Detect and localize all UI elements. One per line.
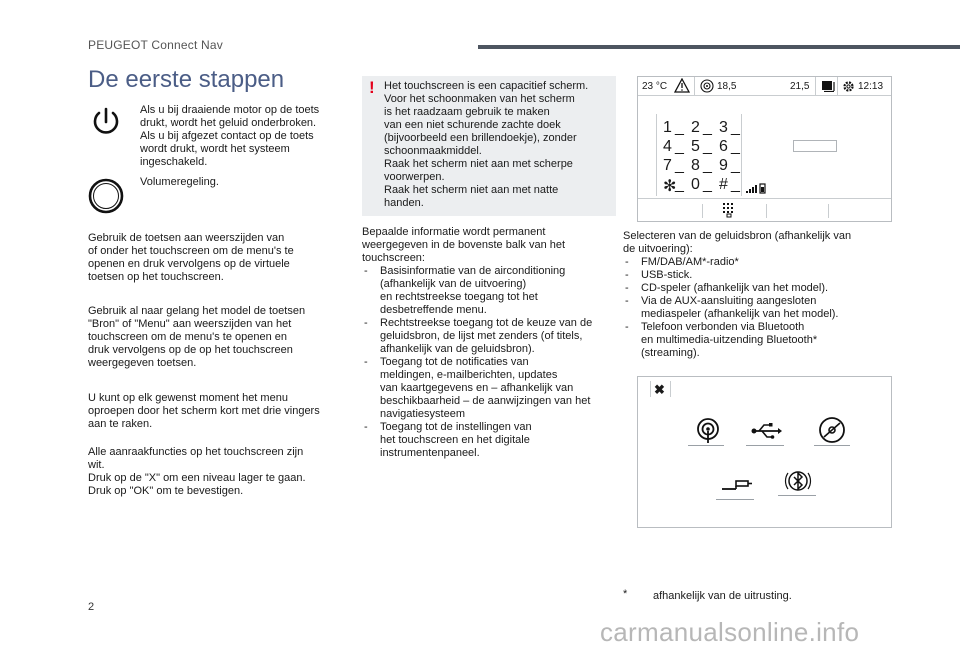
list-item: - USB-stick. [623, 269, 893, 282]
list-item: - Via de AUX-aansluiting aangesloten mediaspeler (afhankelijk van het model). [623, 295, 893, 321]
aux-icon[interactable] [718, 467, 754, 503]
key-8[interactable]: 8 [691, 157, 700, 174]
list-item: - Telefoon verbonden via Bluetooth en multimedia-uitzending Bluetooth* (streaming). [623, 321, 893, 360]
power-button-description: Als u bij draaiende motor op de toets drukt, wordt het geluid onderbroken. Als u bij afgezet contact op de toets wordt drukt, wordt het systeem ingeschakeld. [140, 104, 320, 168]
key-1[interactable]: 1 [663, 119, 672, 136]
paragraph-touchscreen-keys: Gebruik de toetsen aan weerszijden van of onder het touchscreen om de menu's te openen en druk vervolgens op de virtuele toetsen op het touchscreen. [88, 232, 294, 283]
touchscreen-illustration-phone [637, 76, 892, 222]
touchscreen-status-bar [638, 77, 891, 96]
key-4[interactable]: 4 [663, 138, 672, 155]
footnote-text: afhankelijk van de uitrusting. [653, 590, 792, 602]
touchscreen-bottom-bar [638, 198, 891, 221]
temperature-left: 23 °C [642, 81, 668, 92]
bluetooth-icon[interactable] [780, 463, 816, 499]
cd-icon[interactable] [814, 413, 850, 449]
status-divider [837, 77, 838, 95]
key-star[interactable]: ✻ [663, 178, 677, 195]
clock: 12:13 [858, 81, 884, 92]
keypad-row: 7 _ 8 _ 9 _ [663, 157, 740, 174]
key-7[interactable]: 7 [663, 157, 672, 174]
key-hash[interactable]: # [719, 176, 728, 193]
power-icon [88, 104, 124, 140]
key-3[interactable]: 3 [719, 119, 728, 136]
keypad-row: ✻ _ 0 _ # _ [663, 176, 740, 195]
keypad-row: 1 _ 2 _ 3 _ [663, 119, 740, 136]
page-number: 2 [88, 601, 95, 613]
list-item: - Toegang tot de instellingen van het touchscreen en het digitale instrumentenpaneel. [362, 421, 618, 460]
value-left: 18,5 [717, 81, 737, 92]
header-label: PEUGEOT Connect Nav [88, 38, 223, 52]
list-item: - CD-speler (afhankelijk van het model). [623, 282, 893, 295]
key-6[interactable]: 6 [719, 138, 728, 155]
page-title: De eerste stappen [88, 66, 285, 93]
footnote-asterisk: * [623, 588, 628, 600]
list-item: - Toegang tot de notificaties van meldingen, e-mailberichten, updates van kaartgegevens en – afhankelijk van beschikbaarheid – de aanwijzingen van het navigatiesysteem [362, 356, 618, 421]
volume-knob-icon [88, 178, 124, 214]
settings-gear-icon [842, 80, 855, 96]
audio-source-section: Selecteren van de geluidsbron (afhankelijk van de uitvoering): - FM/DAB/AM*-radio* - USB-stick. - CD-speler (afhankelijk van het model). - Via de AUX-aansluiting aangesloten mediaspeler (afhankelijk van het model). - Telefoon verbonden via Bluetooth en multimedia-uitzending Bluetooth* (streaming). [623, 230, 893, 360]
paragraph-three-fingers: U kunt op elk gewenst moment het menu oproepen door het scherm kort met drie vingers aan te raken. [88, 392, 320, 430]
warning-triangle-icon [674, 78, 690, 96]
radio-icon[interactable] [690, 413, 726, 449]
key-2[interactable]: 2 [691, 119, 700, 136]
dialpad-icon[interactable] [722, 202, 736, 223]
value-right: 21,5 [790, 81, 810, 92]
header-divider-bar [478, 45, 960, 49]
notification-icon [821, 80, 835, 95]
keypad-row: 4 _ 5 _ 6 _ [663, 138, 740, 155]
power-button-row [88, 104, 350, 168]
paragraph-bron-menu: Gebruik al naar gelang het model de toetsen "Bron" of "Menu" aan weerszijden van het touchscreen om de menu's te openen en druk vervolgens op de op het touchscreen weergegeven toetsen. [88, 305, 306, 369]
number-input-field[interactable] [793, 140, 837, 152]
status-bar-info-section: Bepaalde informatie wordt permanent weergegeven in de bovenste balk van het touchscreen: - Basisinformatie van de airconditioning (afhankelijk van de uitvoering) en rechtstreekse toegang tot het desbetreffende menu. - Rechtstreekse toegang tot de keuze van de geluidsbron, de lijst met zenders (of titels, afhankelijk van de geluidsbron). - Toegang tot de notificaties van meldingen, e-mailberichten, updates van kaartgegevens en – afhankelijk van beschikbaarheid – de aanwijzingen van het navigatiesysteem - Toegang tot de instellingen van het touchscreen en het digitale instrumentenpaneel. [362, 226, 618, 460]
volume-row [88, 176, 350, 220]
list-item: - FM/DAB/AM*-radio* [623, 256, 893, 269]
volume-description: Volumeregeling. [140, 176, 219, 188]
list-item: - Rechtstreekse toegang tot de keuze van de geluidsbron, de lijst met zenders (of titels, afhankelijk van de geluidsbron). [362, 317, 618, 356]
status-divider [694, 77, 695, 95]
list-item: - Basisinformatie van de airconditioning (afhankelijk van de uitvoering) en rechtstreekse toegang tot het desbetreffende menu. [362, 265, 618, 317]
close-icon[interactable]: ✖ [654, 382, 665, 397]
status-bar-info-list [362, 265, 618, 460]
paragraph-touch-functions: Alle aanraakfuncties op het touchscreen zijn wit. Druk op de "X" om een niveau lager te gaan. Druk op "OK" om te bevestigen. [88, 446, 306, 497]
usb-icon[interactable] [748, 413, 784, 449]
key-0[interactable]: 0 [691, 176, 700, 193]
key-9[interactable]: 9 [719, 157, 728, 174]
audio-source-list [623, 256, 893, 360]
touchscreen-illustration-sources [637, 376, 892, 528]
status-divider [815, 77, 816, 95]
radio-status-icon [700, 79, 714, 96]
key-5[interactable]: 5 [691, 138, 700, 155]
watermark: carmanualsonline.info [600, 617, 860, 647]
warning-exclamation-icon: ! [369, 78, 375, 97]
signal-battery-icon [745, 181, 767, 199]
phone-keypad [656, 114, 742, 196]
warning-notice-box: ! Het touchscreen is een capacitief scherm. Voor het schoonmaken van het scherm is het raadzaam gebruik te maken van een niet schurende zachte doek (bijvoorbeeld een brillendoekje), zonder schoonmaakmiddel. Raak het scherm niet aan met scherpe voorwerpen. Raak het scherm niet aan met natte handen. [362, 76, 616, 216]
